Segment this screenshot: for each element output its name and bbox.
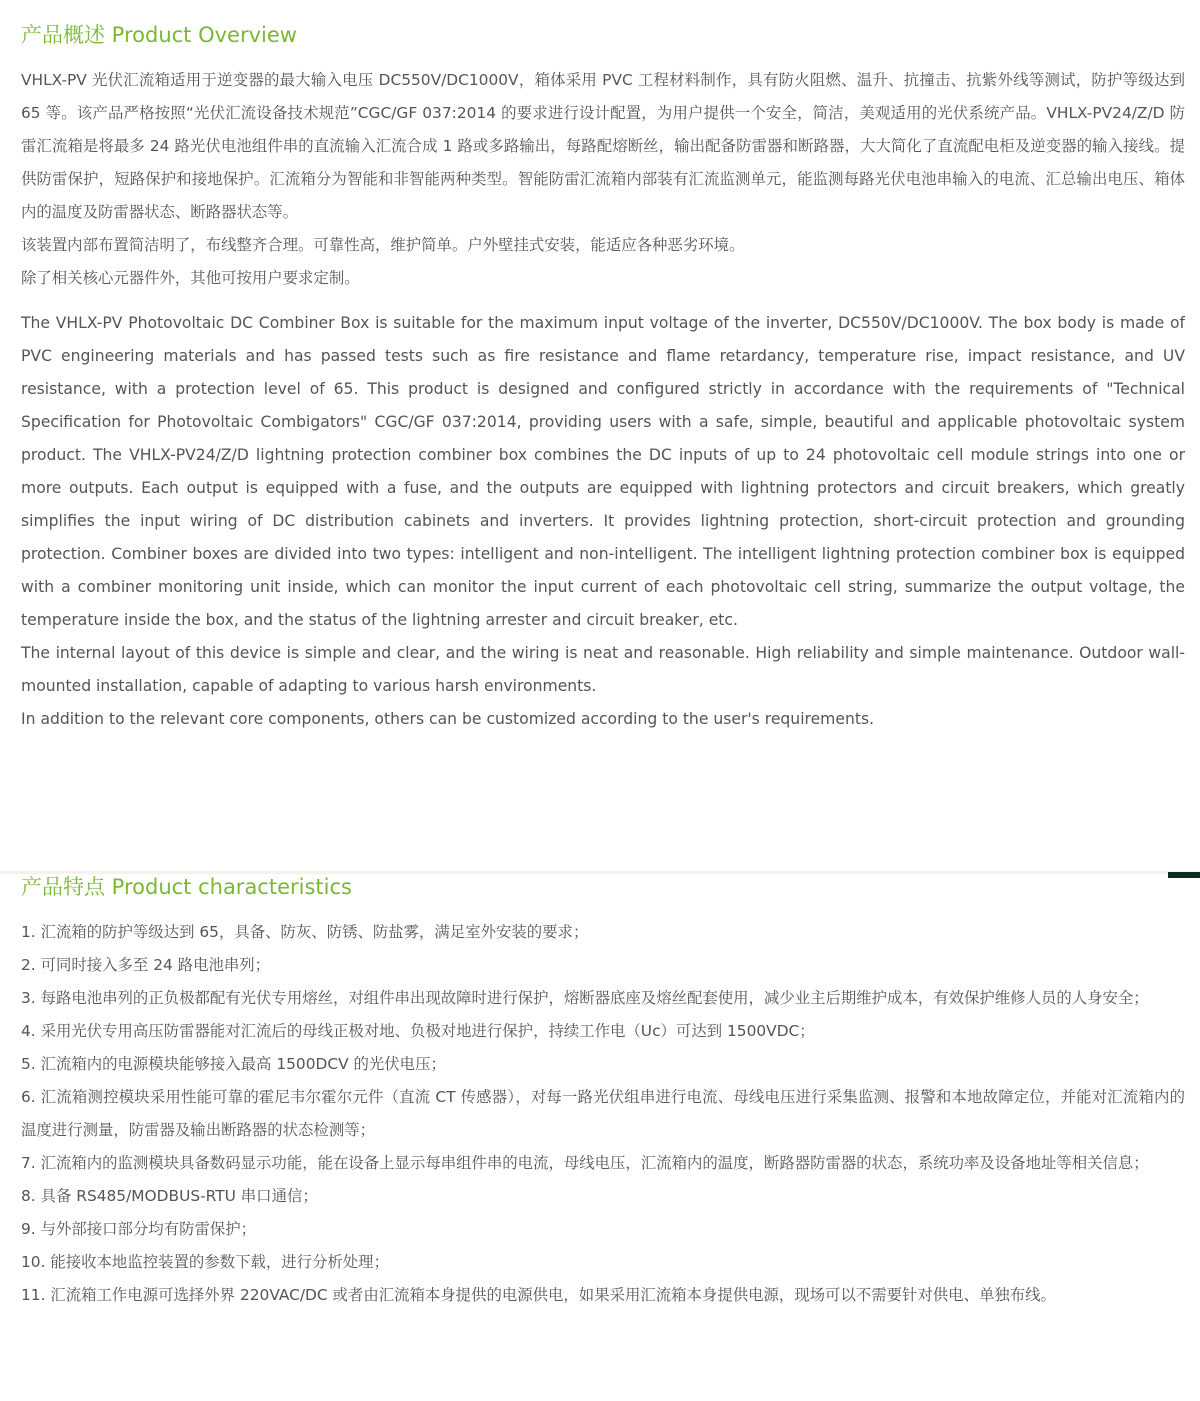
overview-title: 产品概述 Product Overview	[21, 23, 297, 47]
feature-item: 3. 每路电池串列的正负极都配有光伏专用熔丝，对组件串出现故障时进行保护，熔断器底座及熔丝配套使用，减少业主后期维护成本，有效保护维修人员的人身安全；	[21, 989, 1149, 1007]
feature-item: 6. 汇流箱测控模块采用性能可靠的霍尼韦尔霍尔元件（直流 CT 传感器），对每一路光伏组串进行电流、母线电压进行采集监测、报警和本地故障定位，并能对汇流箱内的温度进行测量，防雷器及输出断路器的状态检测等；	[21, 1088, 1185, 1139]
feature-item: 7. 汇流箱内的监测模块具备数码显示功能，能在设备上显示每串组件串的电流，母线电压，汇流箱内的温度，断路器防雷器的状态，系统功率及设备地址等相关信息；	[21, 1154, 1149, 1172]
feature-item: 1. 汇流箱的防护等级达到 65，具备、防灰、防锈、防盐雾，满足室外安装的要求；	[21, 923, 589, 941]
corner-mark	[1168, 872, 1200, 878]
overview-section	[21, 64, 1185, 736]
feature-item: 5. 汇流箱内的电源模块能够接入最高 1500DCV 的光伏电压；	[21, 1055, 446, 1073]
feature-item: 8. 具备 RS485/MODBUS-RTU 串口通信；	[21, 1187, 318, 1205]
feature-item: 2. 可同时接入多至 24 路电池串列；	[21, 956, 271, 974]
overview-zh-paragraph: 除了相关核心元器件外，其他可按用户要求定制。	[21, 269, 360, 287]
overview-en-paragraph: The VHLX-PV Photovoltaic DC Combiner Box is suitable for the maximum input voltage of the inverter, DC550V/DC1000V. The box body is made of PVC engineering materials and has passed tests such as fire resistance and flame retardancy, temperature rise, impact resistance, and UV resistance, with a protection level of 65. This product is designed and configured strictly in accordance with the requirements of "Technical Specification for Photovoltaic Combigators" CGC/GF 037:2014, providing users with a safe, simple, beautiful and applicable photovoltaic system product. The VHLX-PV24/Z/D lightning protection combiner box combines the DC inputs of up to 24 photovoltaic cell module strings into one or more outputs. Each output is equipped with a fuse, and the outputs are equipped with lightning protectors and circuit breakers, which greatly simplifies the input wiring of DC distribution cabinets and inverters. It provides lightning protection, short-circuit protection and grounding protection. Combiner boxes are divided into two types: intelligent and non-intelligent. The intelligent lightning protection combiner box is equipped with a combiner monitoring unit inside, which can monitor the input current of each photovoltaic cell string, summarize the output voltage, the temperature inside the box, and the status of the lightning arrester and circuit breaker, etc.	[21, 314, 1185, 629]
overview-en-paragraph: In addition to the relevant core components, others can be customized according to the user's requirements.	[21, 710, 875, 728]
feature-item: 9. 与外部接口部分均有防雷保护；	[21, 1220, 257, 1238]
features-title: 产品特点 Product characteristics	[21, 875, 352, 899]
overview-zh-paragraph: VHLX-PV 光伏汇流箱适用于逆变器的最大输入电压 DC550V/DC1000V，箱体采用 PVC 工程材料制作，具有防火阻燃、温升、抗撞击、抗紫外线等测试，防护等级达到 65 等。该产品严格按照“光伏汇流设备技术规范”CGC/GF 037:2014 的要求进行设计配置，为用户提供一个安全，简洁，美观适用的光伏系统产品。VHLX-PV24/Z/D 防雷汇流箱是将最多 24 路光伏电池组件串的直流输入汇流合成 1 路或多路输出，每路配熔断丝，输出配备防雷器和断路器，大大简化了直流配电柜及逆变器的输入接线。提供防雷保护，短路保护和接地保护。汇流箱分为智能和非智能两种类型。智能防雷汇流箱内部装有汇流监测单元，能监测每路光伏电池串输入的电流、汇总输出电压、箱体内的温度及防雷器状态、断路器状态等。	[21, 71, 1185, 221]
features-list	[21, 916, 1185, 1312]
overview-zh-paragraph: 该装置内部布置简洁明了，布线整齐合理。可靠性高，维护简单。户外壁挂式安装，能适应各种恶劣环境。	[21, 236, 745, 254]
overview-en-paragraph: The internal layout of this device is simple and clear, and the wiring is neat and reasonable. High reliability and simple maintenance. Outdoor wall-mounted installation, capable of adapting to various harsh environments.	[21, 644, 1185, 695]
feature-item: 4. 采用光伏专用高压防雷器能对汇流后的母线正极对地、负极对地进行保护，持续工作电（Uc）可达到 1500VDC；	[21, 1022, 815, 1040]
paragraph-gap	[21, 295, 1185, 307]
feature-item: 10. 能接收本地监控装置的参数下载，进行分析处理；	[21, 1253, 389, 1271]
feature-item: 11. 汇流箱工作电源可选择外界 220VAC/DC 或者由汇流箱本身提供的电源供电，如果采用汇流箱本身提供电源，现场可以不需要针对供电、单独布线。	[21, 1286, 1056, 1304]
